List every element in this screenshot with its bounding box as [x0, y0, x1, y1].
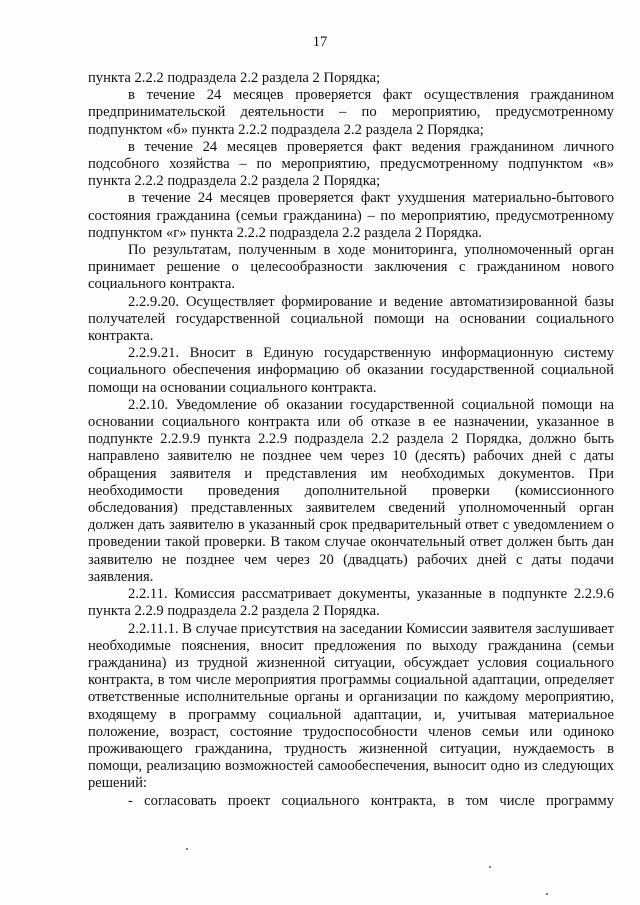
paragraph-2-2-10: 2.2.10. Уведомление об оказании государственной социальной помощи на основании социального контракта или об отказе в ее назначении, указанное в подпункте 2.2.9.9 пункта 2.2.9 подраздела 2.2 раздела 2 Порядка, должно быть направлено заявителю не позднее чем через 10 (десять) рабочих дней с даты обращения заявителя и представления им необходимых документов. При необходимости проведения дополнительной проверки (комиссионного обследования) представленных заявителем сведений уполномоченный орган должен дать заявителю в указанный срок предварительный ответ с уведомлением о проведении такой проверки. В таком случае окончательный ответ должен быть дан заявителю не позднее чем через 20 (двадцать) рабочих дней с даты подачи заявления.: [88, 396, 614, 585]
paragraph-2-2-9-20: 2.2.9.20. Осуществляет формирование и ведение автоматизированной базы получателей государственной социальной помощи на основании социального контракта.: [88, 293, 614, 345]
scan-speck: [489, 866, 491, 868]
scan-speck: [546, 893, 548, 895]
paragraph-2-2-11: 2.2.11. Комиссия рассматривает документы, указанные в подпункте 2.2.9.6 пункта 2.2.9 подраздела 2.2 раздела 2 Порядка.: [88, 586, 614, 620]
paragraph-continuation: пункта 2.2.2 подраздела 2.2 раздела 2 Порядка;: [88, 70, 381, 86]
paragraph-2-2-11-1: 2.2.11.1. В случае присутствия на заседании Комиссии заявителя заслушивает необходимые пояснения, вносит предложения по выходу гражданина (семьи гражданина) из трудной жизненной ситуации, обсуждает условия социального контракта, в том числе мероприятия программы социальной адаптации, определяет ответственные исполнительные органы и организации по каждому мероприятию, входящему в программу социальной адаптации, и, учитывая материальное положение, возраст, состояние трудоспособности членов семьи или одиноко проживающего гражданина, трудность жизненной ситуации, нуждаемость в помощи, реализацию возможностей самообеспечения, выносит одно из следующих решений:: [88, 620, 614, 792]
paragraph-monitoring-results: По результатам, полученным в ходе мониторинга, уполномоченный орган принимает решение о целесообразности заключения с гражданином нового социального контракта.: [88, 242, 614, 293]
paragraph-business-activity-check: в течение 24 месяцев проверяется факт осуществления гражданином предпринимательской деятельности – по мероприятию, предусмотренному подпунктом «б» пункта 2.2.2 подраздела 2.2 раздела 2 Порядка;: [88, 87, 614, 138]
scan-speck: [186, 848, 188, 850]
document-body: [88, 70, 614, 810]
paragraph-bullet-approve: - согласовать проект социального контракта, в том числе программу: [128, 792, 614, 809]
paragraph-2-2-9-21: 2.2.9.21. Вносит в Единую государственную информационную систему социального обеспечения информацию об оказании государственной социальной помощи на основании социального контракта.: [88, 345, 614, 396]
page-number: 17: [312, 34, 328, 50]
paragraph-household-plot-check: в течение 24 месяцев проверяется факт ведения гражданином личного подсобного хозяйства – по мероприятию, предусмотренному подпунктом «в» пункта 2.2.2 подраздела 2.2 раздела 2 Порядка;: [88, 138, 614, 190]
paragraph-living-conditions-check: в течение 24 месяцев проверяется факт ухудшения материально-бытового состояния гражданина (семьи гражданина) – по мероприятию, предусмотренному подпунктом «г» пункта 2.2.2 подраздела 2.2 раздела 2 Порядка.: [88, 190, 614, 241]
